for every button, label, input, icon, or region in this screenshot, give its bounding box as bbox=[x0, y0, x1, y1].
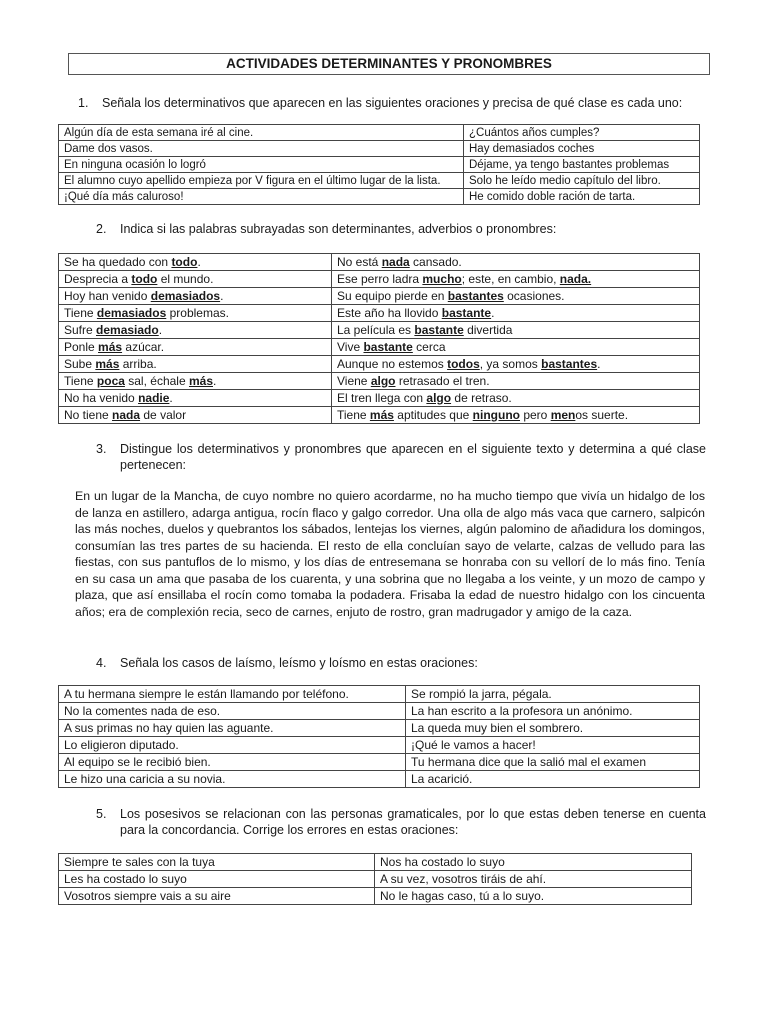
table-cell: El tren llega con algo de retraso. bbox=[332, 390, 700, 407]
question-1 bbox=[78, 95, 718, 111]
underlined-word: nada bbox=[112, 407, 141, 422]
table-cell: Desprecia a todo el mundo. bbox=[59, 271, 332, 288]
table-cell: Viene algo retrasado el tren. bbox=[332, 373, 700, 390]
table-cell: Se rompió la jarra, pégala. bbox=[406, 686, 700, 703]
table-row bbox=[59, 254, 700, 271]
question-3 bbox=[96, 441, 708, 473]
table-cell: Tu hermana dice que la salió mal el examen bbox=[406, 754, 700, 771]
table-cell: Vive bastante cerca bbox=[332, 339, 700, 356]
question-number: 5. bbox=[96, 807, 107, 821]
table-row bbox=[59, 141, 700, 157]
table-row bbox=[59, 288, 700, 305]
underlined-word: algo bbox=[370, 373, 396, 388]
table-cell: Tiene más aptitudes que ninguno pero menos suerte. bbox=[332, 407, 700, 424]
table-row bbox=[59, 771, 700, 788]
underlined-word: más bbox=[98, 339, 123, 354]
underlined-word: mucho bbox=[422, 271, 462, 286]
table-row bbox=[59, 173, 700, 189]
table-row bbox=[59, 339, 700, 356]
table-cell: La han escrito a la profesora un anónimo. bbox=[406, 703, 700, 720]
table-cell: Tiene demasiados problemas. bbox=[59, 305, 332, 322]
underlined-word: bastantes bbox=[541, 356, 598, 371]
table-cell: No le hagas caso, tú a lo suyo. bbox=[375, 888, 692, 905]
table-cell: En ninguna ocasión lo logró bbox=[59, 157, 464, 173]
table-cell: No la comentes nada de eso. bbox=[59, 703, 406, 720]
table-cell: La película es bastante divertida bbox=[332, 322, 700, 339]
worksheet-title: ACTIVIDADES DETERMINANTES Y PRONOMBRES bbox=[68, 53, 710, 75]
underlined-word: men bbox=[550, 407, 576, 422]
q4-table bbox=[58, 685, 700, 788]
underlined-word: más bbox=[369, 407, 394, 422]
question-number: 2. bbox=[96, 222, 107, 236]
table-cell: La queda muy bien el sombrero. bbox=[406, 720, 700, 737]
table-cell: He comido doble ración de tarta. bbox=[464, 189, 700, 205]
table-row bbox=[59, 720, 700, 737]
table-cell: Aunque no estemos todos, ya somos bastantes. bbox=[332, 356, 700, 373]
table-cell: Les ha costado lo suyo bbox=[59, 871, 375, 888]
underlined-word: más bbox=[95, 356, 120, 371]
underlined-word: poca bbox=[96, 373, 125, 388]
underlined-word: bastante bbox=[414, 322, 464, 337]
table-row bbox=[59, 356, 700, 373]
table-cell: El alumno cuyo apellido empieza por V figura en el último lugar de la lista. bbox=[59, 173, 464, 189]
underlined-word: bastante bbox=[441, 305, 492, 320]
table-cell: Le hizo una caricia a su novia. bbox=[59, 771, 406, 788]
table-cell: Algún día de esta semana iré al cine. bbox=[59, 125, 464, 141]
table-cell: Tiene poca sal, échale más. bbox=[59, 373, 332, 390]
table-row bbox=[59, 373, 700, 390]
question-text: Señala los casos de laísmo, leísmo y loísmo en estas oraciones: bbox=[120, 656, 478, 670]
table-cell: Solo he leído medio capítulo del libro. bbox=[464, 173, 700, 189]
table-row bbox=[59, 754, 700, 771]
table-row bbox=[59, 271, 700, 288]
table-cell: Sube más arriba. bbox=[59, 356, 332, 373]
table-cell: No tiene nada de valor bbox=[59, 407, 332, 424]
underlined-word: algo bbox=[426, 390, 452, 405]
table-row bbox=[59, 854, 692, 871]
table-cell: ¡Qué día más caluroso! bbox=[59, 189, 464, 205]
table-cell: No ha venido nadie. bbox=[59, 390, 332, 407]
table-cell: La acarició. bbox=[406, 771, 700, 788]
table-cell: Su equipo pierde en bastantes ocasiones. bbox=[332, 288, 700, 305]
question-number: 4. bbox=[96, 656, 107, 670]
question-5 bbox=[96, 806, 708, 838]
question-2 bbox=[96, 221, 716, 237]
underlined-word: todo bbox=[131, 271, 158, 286]
underlined-word: ninguno bbox=[472, 407, 520, 422]
question-number: 1. bbox=[78, 96, 89, 110]
table-cell: Lo eligieron diputado. bbox=[59, 737, 406, 754]
underlined-word: nada bbox=[381, 254, 410, 269]
underlined-word: demasiados bbox=[150, 288, 221, 303]
table-row bbox=[59, 888, 692, 905]
table-cell: Hay demasiados coches bbox=[464, 141, 700, 157]
table-cell: Déjame, ya tengo bastantes problemas bbox=[464, 157, 700, 173]
table-cell: A su vez, vosotros tiráis de ahí. bbox=[375, 871, 692, 888]
underlined-word: nada. bbox=[559, 271, 592, 286]
question-4 bbox=[96, 655, 716, 671]
q2-table bbox=[58, 253, 700, 424]
table-row bbox=[59, 703, 700, 720]
underlined-word: todos bbox=[447, 356, 480, 371]
question-text: Los posesivos se relacionan con las personas gramaticales, por lo que estas deben tenerse en cuenta para la concordancia. Corrige los errores en estas oraciones: bbox=[120, 807, 706, 837]
table-cell: Sufre demasiado. bbox=[59, 322, 332, 339]
table-row bbox=[59, 686, 700, 703]
table-cell: Ponle más azúcar. bbox=[59, 339, 332, 356]
table-cell: No está nada cansado. bbox=[332, 254, 700, 271]
table-cell: ¡Qué le vamos a hacer! bbox=[406, 737, 700, 754]
table-cell: Se ha quedado con todo. bbox=[59, 254, 332, 271]
underlined-word: bastantes bbox=[447, 288, 504, 303]
question-text: Distingue los determinativos y pronombres que aparecen en el siguiente texto y determina a qué clase pertenecen: bbox=[120, 442, 706, 472]
table-row bbox=[59, 871, 692, 888]
underlined-word: todo bbox=[171, 254, 198, 269]
table-row bbox=[59, 125, 700, 141]
question-text: Indica si las palabras subrayadas son determinantes, adverbios o pronombres: bbox=[120, 222, 557, 236]
q5-table bbox=[58, 853, 692, 905]
table-cell: A sus primas no hay quien las aguante. bbox=[59, 720, 406, 737]
table-row bbox=[59, 322, 700, 339]
underlined-word: nadie bbox=[138, 390, 170, 405]
table-cell: Vosotros siempre vais a su aire bbox=[59, 888, 375, 905]
table-row bbox=[59, 390, 700, 407]
table-cell: Nos ha costado lo suyo bbox=[375, 854, 692, 871]
table-cell: Siempre te sales con la tuya bbox=[59, 854, 375, 871]
quijote-paragraph: En un lugar de la Mancha, de cuyo nombre no quiero acordarme, no ha mucho tiempo que vivía un hidalgo de los de lanza en astillero, adarga antigua, rocín flaco y galgo corredor. Una olla de algo más vaca que carnero, salpicón las más noches, duelos y quebrantos los sábados, lentejas los viernes, algún palomino de añadidura los domingos, consumían las tres partes de su hacienda. El resto de ella concluían sayo de velarte, calzas de velludo para las fiestas, con sus pantuflos de lo mismo, y los días de entresemana se honraba con su vellorí de lo más fino. Tenía en su casa un ama que pasaba de los cuarenta, y una sobrina que no llegaba a los veinte, y un mozo de campo y plaza, que así ensillaba el rocín como tomaba la podadera. Frisaba la edad de nuestro hidalgo con los cincuenta años; era de complexión recia, seco de carnes, enjuto de rostro, gran madrugador y amigo de la caza. bbox=[75, 489, 705, 619]
table-cell: Hoy han venido demasiados. bbox=[59, 288, 332, 305]
underlined-word: más bbox=[188, 373, 213, 388]
question-number: 3. bbox=[96, 442, 107, 456]
underlined-word: demasiado bbox=[96, 322, 159, 337]
underlined-word: bastante bbox=[363, 339, 413, 354]
table-row bbox=[59, 157, 700, 173]
underlined-word: demasiados bbox=[96, 305, 167, 320]
table-cell: Al equipo se le recibió bien. bbox=[59, 754, 406, 771]
question-text: Señala los determinativos que aparecen en las siguientes oraciones y precisa de qué clase es cada uno: bbox=[102, 96, 683, 110]
table-cell: Este año ha llovido bastante. bbox=[332, 305, 700, 322]
table-cell: Dame dos vasos. bbox=[59, 141, 464, 157]
table-row bbox=[59, 189, 700, 205]
table-row bbox=[59, 305, 700, 322]
table-row bbox=[59, 737, 700, 754]
table-cell: Ese perro ladra mucho; este, en cambio, nada. bbox=[332, 271, 700, 288]
table-row bbox=[59, 407, 700, 424]
table-cell: A tu hermana siempre le están llamando por teléfono. bbox=[59, 686, 406, 703]
q1-table bbox=[58, 124, 700, 205]
table-cell: ¿Cuántos años cumples? bbox=[464, 125, 700, 141]
